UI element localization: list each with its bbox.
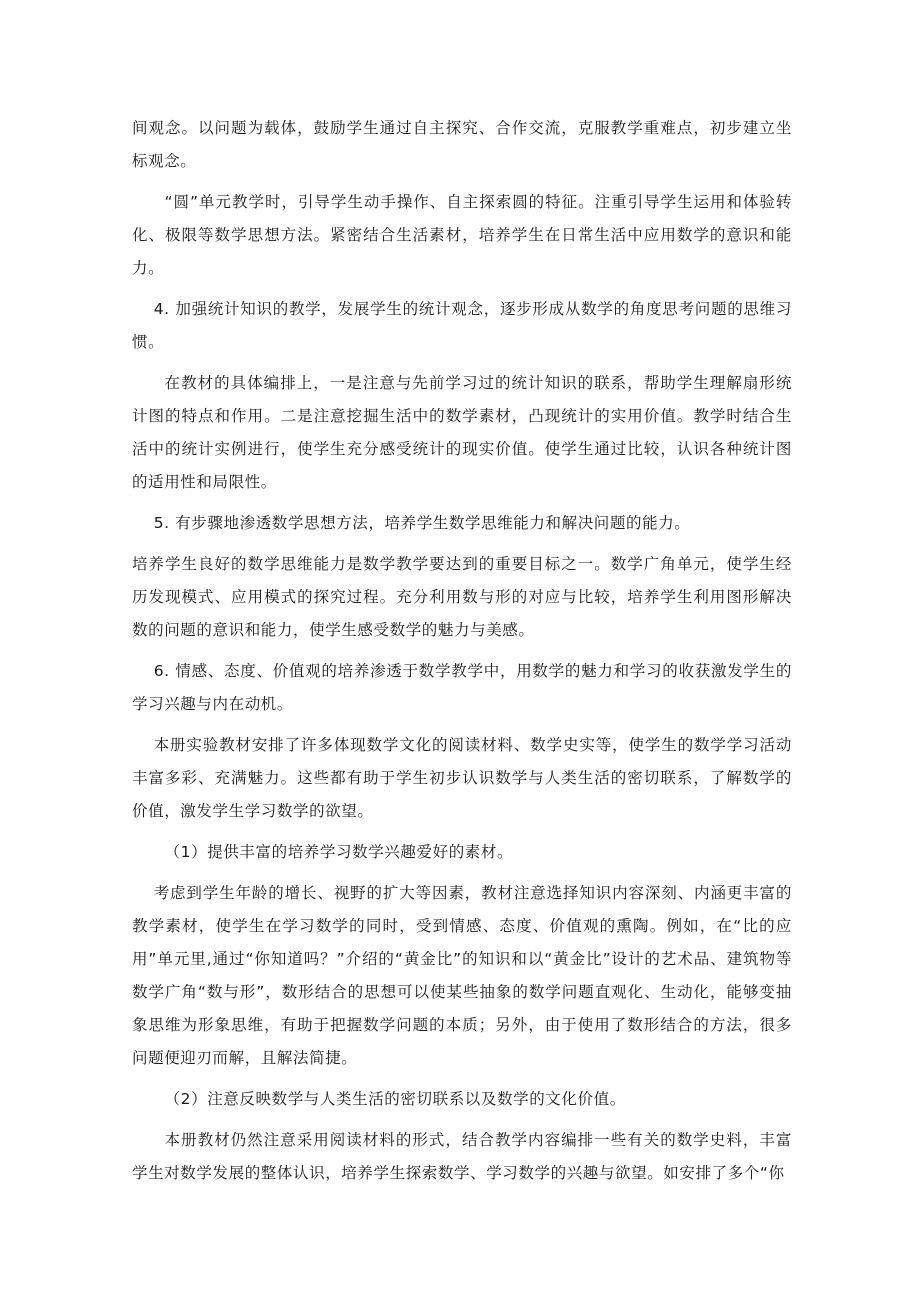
paragraph-1: 间观念。以问题为载体，鼓励学生通过自主探究、合作交流，克服教学重难点，初步建立坐标观念。 [132, 119, 792, 170]
document-body [132, 112, 792, 1198]
paragraph-6: 培养学生良好的数学思维能力是数学教学要达到的重要目标之一。数学广角单元，使学生经历发现模式、应用模式的探究过程。充分利用数与形的对应与比较，培养学生利用图形解决数的问题的意识和能力，使学生感受数学的魅力与美感。 [132, 555, 792, 639]
paragraph-10: 考虑到学生年龄的增长、视野的扩大等因素，教材注意选择知识内容深刻、内涵更丰富的教学素材，使学生在学习数学的同时，受到情感、态度、价值观的熏陶。例如，在“比的应用”单元里,通过“你知道吗？”介绍的“黄金比”的知识和以“黄金比”设计的艺术品、建筑物等 数学广角“数与形”，数形结合的思想可以使某些抽象的数学问题直观化、生动化，能够变抽象思维为形象思维，有助于把握数学问题的本质；另外，由于使用了数形结合的方法，很多问题便迎刃而解，且解法简捷。 [132, 884, 792, 1067]
paragraph-2: “圆”单元教学时，引导学生动手操作、自主探索圆的特征。注重引导学生运用和体验转化、极限等数学思想方法。紧密结合生活素材，培养学生在日常生活中应用数学的意识和能力。 [132, 193, 792, 277]
paragraph-8: 本册实验教材安排了许多体现数学文化的阅读材料、数学史实等，使学生的数学学习活动丰富多彩、充满魅力。这些都有助于学生初步认识数学与人类生活的密切联系，了解数学的价值，激发学生学习数学的欲望。 [132, 736, 792, 820]
paragraph-7: 6. 情感、态度、价值观的培养渗透于数学教学中，用数学的魅力和学习的收获激发学生的学习兴趣与内在动机。 [132, 662, 792, 713]
paragraph-9: （1）提供丰富的培养学习数学兴趣爱好的素材。 [164, 843, 514, 861]
paragraph-5: 5. 有步骤地渗透数学思想方法，培养学生数学思维能力和解决问题的能力。 [153, 514, 691, 532]
paragraph-4: 在教材的具体编排上，一是注意与先前学习过的统计知识的联系，帮助学生理解扇形统计图的特点和作用。二是注意挖掘生活中的数学素材，凸现统计的实用价值。教学时结合生活中的统计实例进行，使学生充分感受统计的现实价值。使学生通过比较，认识各种统计图的适用性和局限性。 [132, 374, 792, 491]
paragraph-3: 4. 加强统计知识的教学，发展学生的统计观念，逐步形成从数学的角度思考问题的思维习惯。 [132, 300, 792, 351]
paragraph-11: （2）注意反映数学与人类生活的密切联系以及数学的文化价值。 [164, 1090, 626, 1108]
paragraph-12: 本册教材仍然注意采用阅读材料的形式，结合教学内容编排一些有关的数学史料，丰富学生对数学发展的整体认识，培养学生探索数学、学习数学的兴趣与欲望。如安排了多个“你 [132, 1131, 792, 1182]
